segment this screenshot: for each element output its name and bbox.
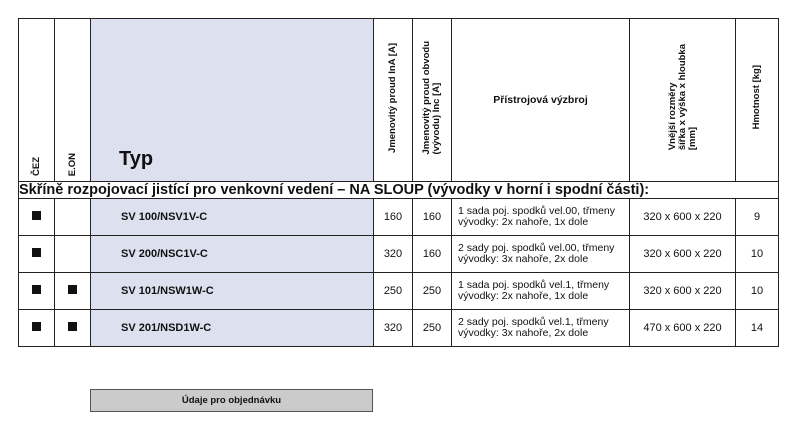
rated-circuit-current-cell: 160 [413, 199, 452, 236]
dimensions-cell: 320 x 600 x 220 [630, 273, 736, 310]
eon-mark [55, 273, 91, 310]
eon-mark [55, 310, 91, 347]
eon-mark [55, 236, 91, 273]
type-cell: SV 100/NSV1V-C [91, 199, 374, 236]
header-rated-circuit-current: Jmenovitý proud obvodu (vývodu) Inc [A] [413, 19, 452, 182]
filled-square-icon [32, 285, 41, 294]
rated-current-cell: 160 [374, 199, 413, 236]
table-row [19, 310, 779, 347]
eon-mark [55, 199, 91, 236]
type-cell: SV 201/NSD1W-C [91, 310, 374, 347]
header-row [19, 19, 779, 182]
dimensions-cell: 470 x 600 x 220 [630, 310, 736, 347]
weight-cell: 14 [736, 310, 779, 347]
header-dimensions: Vnější rozměry šířka x výška x hloubka [mm] [630, 19, 736, 182]
equipment-cell: 1 sada poj. spodků vel.00, třmeny vývodky: 2x nahoře, 1x dole [452, 199, 630, 236]
dimensions-cell: 320 x 600 x 220 [630, 199, 736, 236]
weight-cell: 10 [736, 273, 779, 310]
header-rated-current: Jmenovitý proud InA [A] [374, 19, 413, 182]
equipment-cell: 1 sada poj. spodků vel.1, třmeny vývodky: 2x nahoře, 1x dole [452, 273, 630, 310]
table-row [19, 236, 779, 273]
section-title-row [19, 182, 779, 199]
product-spec-table [18, 18, 779, 347]
order-note-label: Údaje pro objednávku [90, 389, 373, 412]
filled-square-icon [32, 211, 41, 220]
cez-mark [19, 273, 55, 310]
rated-current-cell: 320 [374, 310, 413, 347]
weight-cell: 10 [736, 236, 779, 273]
cez-mark [19, 236, 55, 273]
header-cez: ČEZ [19, 19, 55, 182]
header-eon: E.ON [55, 19, 91, 182]
filled-square-icon [68, 285, 77, 294]
equipment-cell: 2 sady poj. spodků vel.1, třmeny vývodky: 3x nahoře, 2x dole [452, 310, 630, 347]
table-row [19, 199, 779, 236]
section-title: Skříně rozpojovací jistící pro venkovní vedení – NA SLOUP (vývodky v horní i spodní části): [19, 182, 779, 199]
header-typ: Typ [91, 19, 374, 182]
filled-square-icon [32, 248, 41, 257]
header-weight: Hmotnost [kg] [736, 19, 779, 182]
cez-mark [19, 199, 55, 236]
rated-circuit-current-cell: 250 [413, 273, 452, 310]
rated-circuit-current-cell: 250 [413, 310, 452, 347]
header-equipment: Přístrojová výzbroj [452, 19, 630, 182]
filled-square-icon [32, 322, 41, 331]
filled-square-icon [68, 322, 77, 331]
weight-cell: 9 [736, 199, 779, 236]
rated-current-cell: 320 [374, 236, 413, 273]
equipment-cell: 2 sady poj. spodků vel.00, třmeny vývodky: 3x nahoře, 2x dole [452, 236, 630, 273]
table-row [19, 273, 779, 310]
dimensions-cell: 320 x 600 x 220 [630, 236, 736, 273]
rated-current-cell: 250 [374, 273, 413, 310]
type-cell: SV 101/NSW1W-C [91, 273, 374, 310]
cez-mark [19, 310, 55, 347]
type-cell: SV 200/NSC1V-C [91, 236, 374, 273]
rated-circuit-current-cell: 160 [413, 236, 452, 273]
